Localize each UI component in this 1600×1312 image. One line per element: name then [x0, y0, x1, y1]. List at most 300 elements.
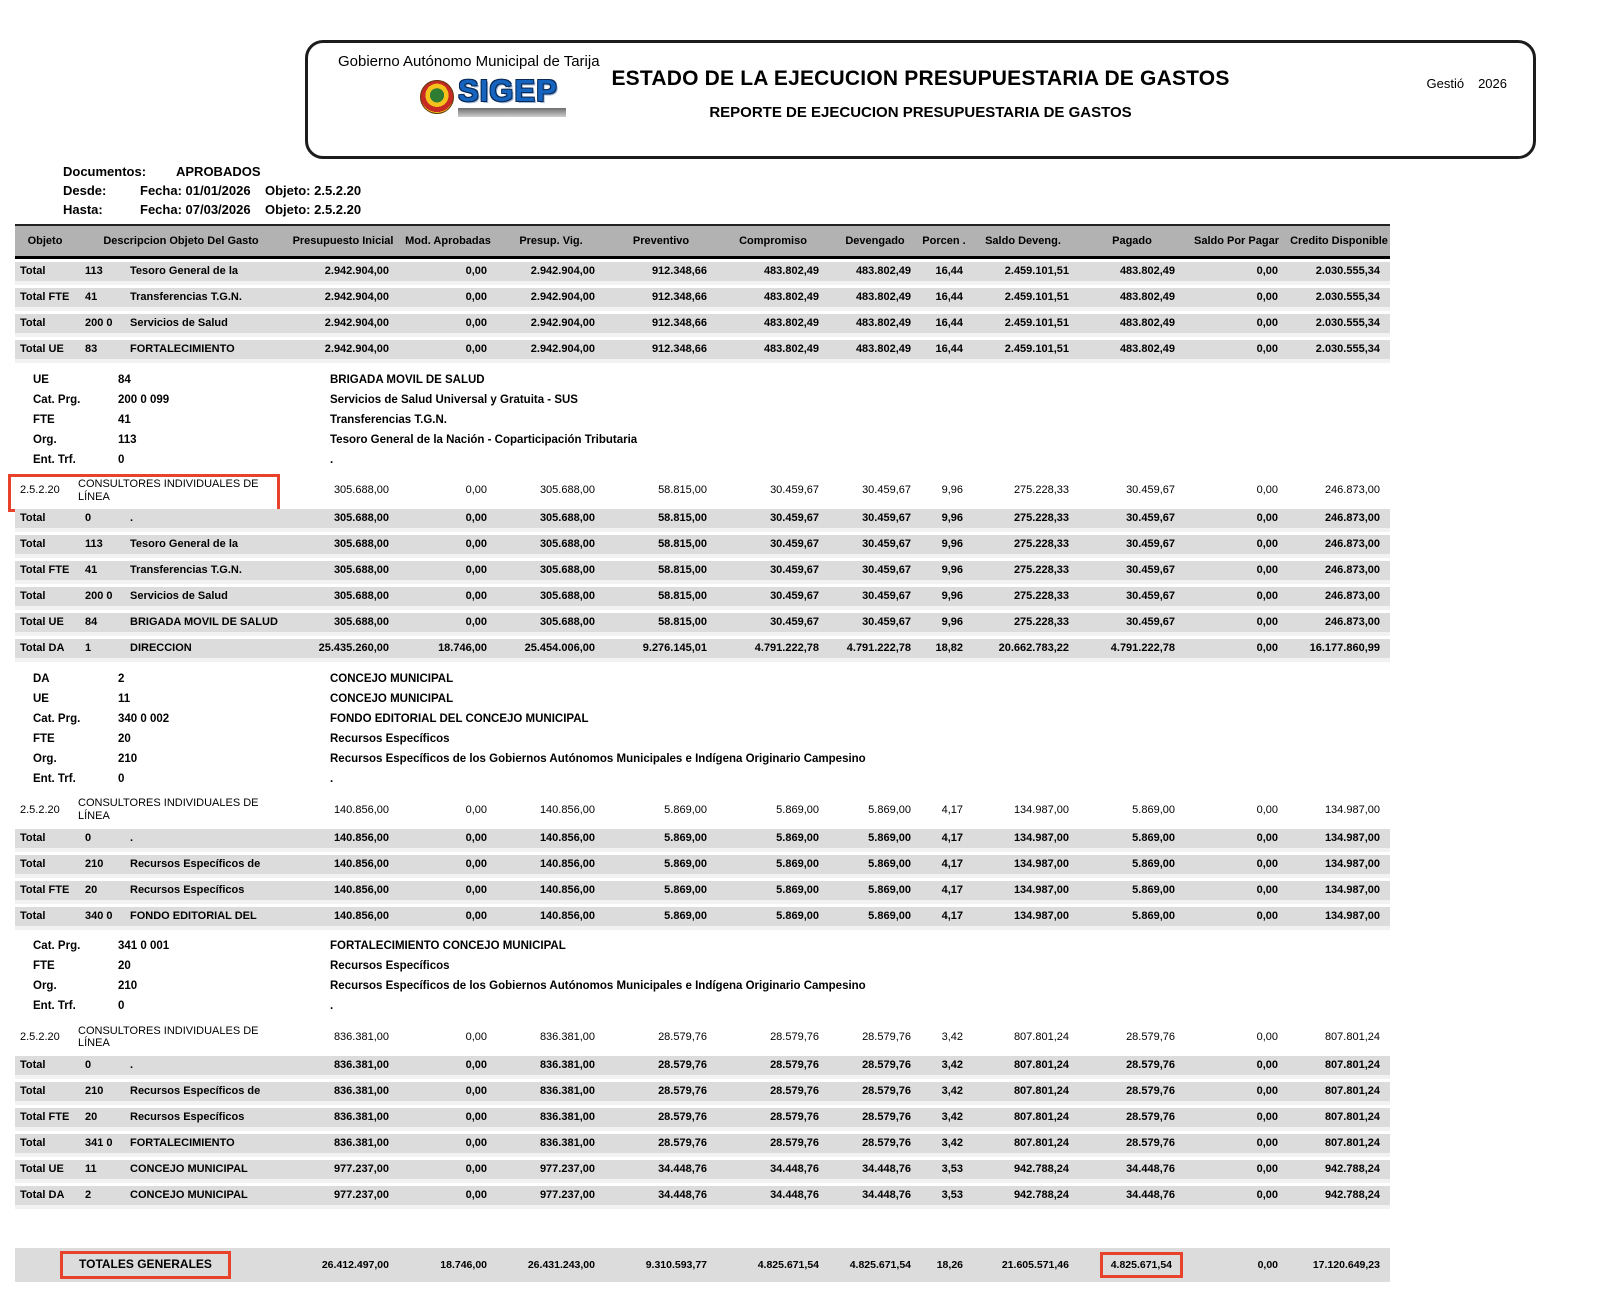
- row-desc: DIRECCION: [130, 642, 192, 655]
- cell-presupuesto_inicial: 140.856,00: [333, 909, 389, 922]
- desde-objeto: Objeto: 2.5.2.20: [265, 183, 362, 198]
- cell-compromiso: 34.448,76: [770, 1163, 819, 1176]
- cell-credito_disponible: 246.873,00: [1324, 616, 1380, 629]
- cell-mod_aprobadas: 0,00: [465, 512, 487, 525]
- info-desc: FONDO EDITORIAL DEL CONCEJO MUNICIPAL: [330, 712, 589, 725]
- row-desc: Recursos Específicos: [130, 883, 245, 896]
- cell-devengado: 5.869,00: [868, 883, 911, 896]
- filter-documentos: [63, 162, 361, 181]
- cell-devengado: 28.579,76: [862, 1059, 911, 1072]
- cell-devengado: 483.802,49: [855, 317, 911, 330]
- cell-presupuesto_inicial: 977.237,00: [333, 1189, 389, 1202]
- total-row: [15, 561, 1390, 580]
- row-objeto: Total: [20, 590, 46, 603]
- cell-mod_aprobadas: 0,00: [465, 857, 487, 870]
- info-code: 200 0 099: [118, 393, 170, 406]
- cell-preventivo: 5.869,00: [664, 883, 707, 896]
- cell-devengado: 483.802,49: [855, 291, 911, 304]
- cell-porcen: 3,42: [941, 1059, 963, 1072]
- cell-pagado: 30.459,67: [1126, 564, 1175, 577]
- gestion-year: [1427, 76, 1508, 91]
- row-code: 84: [85, 616, 98, 629]
- cell-presupuesto_inicial: 836.381,00: [333, 1030, 389, 1043]
- cell-devengado: 28.579,76: [862, 1085, 911, 1098]
- row-desc: Transferencias T.G.N.: [130, 564, 242, 577]
- row-desc: CONCEJO MUNICIPAL: [130, 1189, 248, 1202]
- cell-compromiso: 5.869,00: [776, 909, 819, 922]
- cell-preventivo: 9.276.145,01: [642, 642, 707, 655]
- cell-porcen: 4,17: [941, 831, 963, 844]
- row-code: 340 0: [85, 909, 113, 922]
- cell-credito_disponible: 807.801,24: [1324, 1030, 1380, 1043]
- row-desc: Tesoro General de la: [130, 538, 239, 551]
- cell-compromiso: 28.579,76: [770, 1137, 819, 1150]
- row-objeto: Total FTE: [20, 883, 70, 896]
- row-objeto: Total: [20, 512, 46, 525]
- info-code: 84: [118, 373, 131, 386]
- cell-credito_disponible: 2.030.555,34: [1315, 265, 1380, 278]
- cell-mod_aprobadas: 0,00: [465, 1059, 487, 1072]
- total-row: [15, 1082, 1390, 1101]
- total-row: [15, 587, 1390, 606]
- cell-saldo_por_pagar: 0,00: [1256, 909, 1278, 922]
- cell-credito_disponible: 134.987,00: [1324, 909, 1380, 922]
- cell-pagado: 483.802,49: [1119, 343, 1175, 356]
- cell-credito_disponible: 807.801,24: [1324, 1085, 1380, 1098]
- info-label: Org.: [33, 980, 57, 993]
- row-desc: Tesoro General de la: [130, 265, 239, 278]
- row-objeto: Total: [20, 831, 46, 844]
- total-row: [15, 1056, 1390, 1075]
- cell-preventivo: 5.869,00: [664, 803, 707, 816]
- report-title: ESTADO DE LA EJECUCION PRESUPUESTARIA DE GASTOS: [611, 67, 1230, 90]
- cell-presupuesto_inicial: 140.856,00: [333, 803, 389, 816]
- footer-pagado-highlight: 4.825.671,54: [1100, 1252, 1183, 1278]
- cell-saldo_deveng: 2.459.101,51: [1004, 265, 1069, 278]
- info-row: [15, 689, 1390, 709]
- row-desc: Transferencias T.G.N.: [130, 291, 242, 304]
- info-desc: Recursos Específicos de los Gobiernos Autónomos Municipales e Indígena Originario Campesino: [330, 752, 866, 765]
- cell-credito_disponible: 246.873,00: [1324, 590, 1380, 603]
- cell-credito_disponible: 942.788,24: [1324, 1189, 1380, 1202]
- cell-saldo_deveng: 275.228,33: [1013, 564, 1069, 577]
- cell-pagado: 30.459,67: [1126, 538, 1175, 551]
- cell-presupuesto_inicial: 2.942.904,00: [324, 317, 389, 330]
- footer-compromiso: 4.825.671,54: [757, 1258, 819, 1271]
- cell-preventivo: 28.579,76: [658, 1137, 707, 1150]
- cell-credito_disponible: 807.801,24: [1324, 1059, 1380, 1072]
- info-desc: BRIGADA MOVIL DE SALUD: [330, 373, 485, 386]
- info-code: 41: [118, 413, 131, 426]
- info-desc: .: [330, 453, 334, 466]
- info-label: Cat. Prg.: [33, 712, 81, 725]
- row-code: 41: [85, 564, 98, 577]
- cell-mod_aprobadas: 0,00: [465, 317, 487, 330]
- total-row: [15, 829, 1390, 848]
- info-label: Ent. Trf.: [33, 772, 76, 785]
- cell-presup_vig: 2.942.904,00: [530, 317, 595, 330]
- cell-presupuesto_inicial: 305.688,00: [333, 590, 389, 603]
- cell-presup_vig: 836.381,00: [539, 1085, 595, 1098]
- cell-saldo_deveng: 807.801,24: [1013, 1111, 1069, 1124]
- totales-generales-row: [15, 1248, 1390, 1282]
- cell-mod_aprobadas: 0,00: [465, 909, 487, 922]
- cell-mod_aprobadas: 0,00: [465, 1111, 487, 1124]
- info-code: 113: [118, 433, 137, 446]
- row-desc: CONSULTORES INDIVIDUALES DE LÍNEA: [78, 478, 259, 503]
- cell-mod_aprobadas: 0,00: [465, 291, 487, 304]
- info-row: [15, 370, 1390, 390]
- cell-preventivo: 5.869,00: [664, 857, 707, 870]
- cell-preventivo: 58.815,00: [658, 538, 707, 551]
- total-row: [15, 340, 1390, 359]
- cell-devengado: 30.459,67: [862, 564, 911, 577]
- cell-compromiso: 34.448,76: [770, 1189, 819, 1202]
- total-row: [15, 288, 1390, 307]
- cell-mod_aprobadas: 0,00: [465, 265, 487, 278]
- info-code: 0: [118, 1000, 125, 1013]
- total-row: [15, 535, 1390, 554]
- cell-saldo_por_pagar: 0,00: [1256, 831, 1278, 844]
- cell-compromiso: 30.459,67: [770, 616, 819, 629]
- info-label: Org.: [33, 752, 57, 765]
- cell-presup_vig: 305.688,00: [539, 484, 595, 497]
- cell-saldo_deveng: 134.987,00: [1013, 803, 1069, 816]
- column-header-saldo_deveng: Saldo Deveng.: [985, 234, 1061, 247]
- cell-presup_vig: 140.856,00: [539, 883, 595, 896]
- cell-preventivo: 58.815,00: [658, 616, 707, 629]
- cell-credito_disponible: 807.801,24: [1324, 1137, 1380, 1150]
- row-objeto: Total UE: [20, 1163, 64, 1176]
- row-desc: CONSULTORES INDIVIDUALES DE LÍNEA: [78, 1024, 259, 1050]
- cell-saldo_por_pagar: 0,00: [1256, 616, 1278, 629]
- cell-devengado: 30.459,67: [862, 590, 911, 603]
- cell-preventivo: 58.815,00: [658, 484, 707, 497]
- cell-saldo_por_pagar: 0,00: [1256, 484, 1278, 497]
- cell-saldo_por_pagar: 0,00: [1256, 590, 1278, 603]
- info-code: 20: [118, 960, 131, 973]
- row-objeto: Total: [20, 265, 46, 278]
- cell-preventivo: 5.869,00: [664, 909, 707, 922]
- total-row: [15, 1108, 1390, 1127]
- cell-porcen: 16,44: [935, 265, 963, 278]
- total-row: [15, 881, 1390, 900]
- info-code: 210: [118, 752, 138, 765]
- cell-devengado: 28.579,76: [862, 1030, 911, 1043]
- total-row: [15, 907, 1390, 926]
- cell-presup_vig: 305.688,00: [539, 564, 595, 577]
- info-code: 340 0 002: [118, 712, 170, 725]
- info-label: Ent. Trf.: [33, 453, 76, 466]
- column-header-pagado: Pagado: [1112, 234, 1152, 247]
- cell-saldo_por_pagar: 0,00: [1256, 1163, 1278, 1176]
- cell-preventivo: 28.579,76: [658, 1030, 707, 1043]
- info-row: [15, 410, 1390, 430]
- cell-porcen: 9,96: [941, 512, 963, 525]
- info-row: [15, 450, 1390, 470]
- cell-saldo_deveng: 942.788,24: [1013, 1189, 1069, 1202]
- cell-devengado: 30.459,67: [862, 538, 911, 551]
- cell-saldo_deveng: 20.662.783,22: [998, 642, 1069, 655]
- cell-saldo_por_pagar: 0,00: [1256, 1085, 1278, 1098]
- cell-pagado: 483.802,49: [1119, 265, 1175, 278]
- gestion-label: Gestió: [1426, 76, 1465, 91]
- cell-preventivo: 58.815,00: [658, 512, 707, 525]
- cell-compromiso: 30.459,67: [770, 538, 819, 551]
- report-header-box: [305, 40, 1536, 159]
- cell-mod_aprobadas: 0,00: [465, 616, 487, 629]
- cell-preventivo: 912.348,66: [651, 265, 707, 278]
- info-code: 210: [118, 980, 138, 993]
- cell-presupuesto_inicial: 305.688,00: [333, 538, 389, 551]
- info-row: [15, 769, 1390, 789]
- info-label: FTE: [33, 732, 55, 745]
- cell-saldo_deveng: 134.987,00: [1013, 909, 1069, 922]
- info-desc: .: [330, 1000, 334, 1013]
- cell-preventivo: 5.869,00: [664, 831, 707, 844]
- info-row: [15, 937, 1390, 957]
- cell-devengado: 30.459,67: [862, 616, 911, 629]
- cell-credito_disponible: 246.873,00: [1324, 484, 1380, 497]
- cell-saldo_deveng: 275.228,33: [1013, 590, 1069, 603]
- cell-mod_aprobadas: 18.746,00: [438, 642, 487, 655]
- cell-presup_vig: 305.688,00: [539, 590, 595, 603]
- hasta-objeto: Objeto: 2.5.2.20: [265, 202, 362, 217]
- cell-credito_disponible: 246.873,00: [1324, 512, 1380, 525]
- footer-saldo_por_pagar: 0,00: [1257, 1258, 1278, 1271]
- column-header-objeto: Objeto: [27, 234, 63, 247]
- cell-porcen: 16,44: [935, 343, 963, 356]
- cell-porcen: 3,42: [941, 1085, 963, 1098]
- cell-saldo_por_pagar: 0,00: [1256, 1059, 1278, 1072]
- cell-presup_vig: 140.856,00: [539, 857, 595, 870]
- cell-saldo_deveng: 2.459.101,51: [1004, 291, 1069, 304]
- totales-generales-section: [15, 1248, 1390, 1282]
- cell-compromiso: 28.579,76: [770, 1030, 819, 1043]
- detail-row: [15, 796, 1390, 824]
- cell-preventivo: 912.348,66: [651, 343, 707, 356]
- cell-credito_disponible: 16.177.860,99: [1309, 642, 1380, 655]
- info-row: [15, 749, 1390, 769]
- cell-credito_disponible: 807.801,24: [1324, 1111, 1380, 1124]
- cell-presupuesto_inicial: 977.237,00: [333, 1163, 389, 1176]
- info-row: [15, 729, 1390, 749]
- total-row: [15, 314, 1390, 333]
- cell-preventivo: 912.348,66: [651, 317, 707, 330]
- row-objeto: Total: [20, 317, 46, 330]
- documentos-value: APROBADOS: [176, 164, 261, 179]
- cell-pagado: 483.802,49: [1119, 291, 1175, 304]
- desde-label: Desde:: [63, 183, 107, 198]
- report-subtitle: REPORTE DE EJECUCION PRESUPUESTARIA DE GASTOS: [709, 104, 1132, 121]
- footer-credito_disponible: 17.120.649,23: [1312, 1258, 1380, 1271]
- cell-porcen: 9,96: [941, 484, 963, 497]
- cell-pagado: 30.459,67: [1126, 590, 1175, 603]
- cell-porcen: 16,44: [935, 291, 963, 304]
- row-desc: Servicios de Salud: [130, 317, 228, 330]
- footer-preventivo: 9.310.593,77: [645, 1258, 707, 1271]
- cell-saldo_por_pagar: 0,00: [1256, 883, 1278, 896]
- row-desc: .: [130, 512, 134, 525]
- cell-presup_vig: 140.856,00: [539, 831, 595, 844]
- total-row: [15, 855, 1390, 874]
- gestion-value: 2026: [1478, 76, 1507, 91]
- cell-pagado: 28.579,76: [1126, 1030, 1175, 1043]
- footer-mod_aprobadas: 18.746,00: [440, 1258, 487, 1271]
- cell-presup_vig: 836.381,00: [539, 1059, 595, 1072]
- info-row: [15, 430, 1390, 450]
- total-row: [15, 262, 1390, 281]
- info-code: 20: [118, 732, 131, 745]
- total-row: [15, 509, 1390, 528]
- total-row: [15, 1186, 1390, 1205]
- row-code: 1: [85, 642, 92, 655]
- footer-saldo_deveng: 21.605.571,46: [1001, 1258, 1069, 1271]
- report-filters: [63, 162, 361, 219]
- cell-saldo_deveng: 807.801,24: [1013, 1085, 1069, 1098]
- column-header-compromiso: Compromiso: [739, 234, 807, 247]
- section-info-block: [15, 370, 1390, 470]
- cell-credito_disponible: 2.030.555,34: [1315, 291, 1380, 304]
- row-objeto: Total FTE: [20, 291, 70, 304]
- cell-presupuesto_inicial: 836.381,00: [333, 1085, 389, 1098]
- cell-pagado: 34.448,76: [1126, 1163, 1175, 1176]
- cell-credito_disponible: 246.873,00: [1324, 564, 1380, 577]
- info-row: [15, 957, 1390, 977]
- cell-credito_disponible: 134.987,00: [1324, 857, 1380, 870]
- row-objeto: Total: [20, 538, 46, 551]
- info-code: 0: [118, 772, 125, 785]
- cell-compromiso: 30.459,67: [770, 564, 819, 577]
- cell-presupuesto_inicial: 140.856,00: [333, 831, 389, 844]
- table-body: [15, 262, 1390, 1205]
- row-desc: BRIGADA MOVIL DE SALUD: [130, 616, 278, 629]
- info-desc: .: [330, 772, 334, 785]
- cell-porcen: 4,17: [941, 909, 963, 922]
- cell-compromiso: 28.579,76: [770, 1111, 819, 1124]
- budget-execution-table: [15, 224, 1390, 1212]
- info-code: 2: [118, 672, 125, 685]
- cell-pagado: 5.869,00: [1132, 803, 1175, 816]
- row-code: 113: [85, 265, 103, 278]
- row-objeto: 2.5.2.20: [20, 1030, 60, 1043]
- info-code: 0: [118, 453, 125, 466]
- cell-presupuesto_inicial: 2.942.904,00: [324, 265, 389, 278]
- row-objeto: Total DA: [20, 642, 65, 655]
- cell-saldo_por_pagar: 0,00: [1256, 317, 1278, 330]
- cell-pagado: 28.579,76: [1126, 1111, 1175, 1124]
- cell-presup_vig: 2.942.904,00: [530, 265, 595, 278]
- cell-presupuesto_inicial: 2.942.904,00: [324, 291, 389, 304]
- cell-saldo_por_pagar: 0,00: [1256, 642, 1278, 655]
- cell-porcen: 3,42: [941, 1030, 963, 1043]
- cell-presup_vig: 305.688,00: [539, 616, 595, 629]
- cell-porcen: 3,53: [941, 1163, 963, 1176]
- info-desc: Transferencias T.G.N.: [330, 413, 447, 426]
- cell-presupuesto_inicial: 305.688,00: [333, 564, 389, 577]
- cell-mod_aprobadas: 0,00: [465, 1189, 487, 1202]
- cell-devengado: 5.869,00: [868, 909, 911, 922]
- cell-pagado: 5.869,00: [1132, 831, 1175, 844]
- row-desc: Recursos Específicos: [130, 1111, 245, 1124]
- cell-porcen: 16,44: [935, 317, 963, 330]
- cell-pagado: 5.869,00: [1132, 909, 1175, 922]
- row-code: 200 0: [85, 317, 113, 330]
- info-desc: CONCEJO MUNICIPAL: [330, 672, 454, 685]
- cell-saldo_por_pagar: 0,00: [1256, 291, 1278, 304]
- row-desc: Servicios de Salud: [130, 590, 228, 603]
- column-header-descripcion: Descripcion Objeto Del Gasto: [103, 234, 259, 247]
- desde-fecha: Fecha: 01/01/2026: [140, 183, 251, 198]
- row-desc: CONCEJO MUNICIPAL: [130, 1163, 248, 1176]
- cell-preventivo: 58.815,00: [658, 564, 707, 577]
- row-desc: .: [130, 831, 134, 844]
- row-objeto: Total: [20, 1137, 46, 1150]
- cell-pagado: 34.448,76: [1126, 1189, 1175, 1202]
- row-desc: .: [130, 1059, 134, 1072]
- info-label: DA: [33, 672, 50, 685]
- filter-hasta: [63, 200, 361, 219]
- total-row: [15, 639, 1390, 658]
- cell-presup_vig: 140.856,00: [539, 909, 595, 922]
- row-objeto: Total: [20, 1059, 46, 1072]
- row-objeto: 2.5.2.20: [20, 803, 60, 816]
- cell-presupuesto_inicial: 140.856,00: [333, 857, 389, 870]
- cell-saldo_deveng: 2.459.101,51: [1004, 343, 1069, 356]
- cell-presup_vig: 836.381,00: [539, 1111, 595, 1124]
- cell-pagado: 30.459,67: [1126, 512, 1175, 525]
- row-objeto: Total FTE: [20, 564, 70, 577]
- cell-saldo_por_pagar: 0,00: [1256, 1030, 1278, 1043]
- row-code: 210: [85, 1085, 104, 1098]
- footer-presup_vig: 26.431.243,00: [527, 1258, 595, 1271]
- cell-mod_aprobadas: 0,00: [465, 1163, 487, 1176]
- section-info-block: [15, 669, 1390, 789]
- cell-compromiso: 5.869,00: [776, 883, 819, 896]
- info-desc: Recursos Específicos de los Gobiernos Autónomos Municipales e Indígena Originario Campesino: [330, 980, 866, 993]
- row-objeto: Total: [20, 857, 46, 870]
- cell-porcen: 3,42: [941, 1111, 963, 1124]
- cell-presup_vig: 25.454.006,00: [524, 642, 595, 655]
- column-header-credito_disponible: Credito Disponible: [1290, 234, 1388, 247]
- cell-presup_vig: 2.942.904,00: [530, 291, 595, 304]
- cell-preventivo: 912.348,66: [651, 291, 707, 304]
- cell-pagado: 28.579,76: [1126, 1059, 1175, 1072]
- cell-saldo_por_pagar: 0,00: [1256, 857, 1278, 870]
- cell-preventivo: 28.579,76: [658, 1059, 707, 1072]
- cell-compromiso: 483.802,49: [763, 291, 819, 304]
- table-header-row: [15, 224, 1390, 259]
- cell-preventivo: 34.448,76: [658, 1163, 707, 1176]
- cell-presupuesto_inicial: 305.688,00: [333, 484, 389, 497]
- cell-compromiso: 483.802,49: [763, 343, 819, 356]
- row-code: 2: [85, 1189, 92, 1202]
- cell-porcen: 3,53: [941, 1189, 963, 1202]
- total-row: [15, 613, 1390, 632]
- cell-devengado: 5.869,00: [868, 803, 911, 816]
- row-objeto: Total DA: [20, 1189, 65, 1202]
- cell-compromiso: 30.459,67: [770, 484, 819, 497]
- cell-mod_aprobadas: 0,00: [465, 1137, 487, 1150]
- cell-pagado: 30.459,67: [1126, 484, 1175, 497]
- cell-compromiso: 483.802,49: [763, 265, 819, 278]
- footer-presupuesto_inicial: 26.412.497,00: [321, 1258, 389, 1271]
- cell-mod_aprobadas: 0,00: [465, 1085, 487, 1098]
- cell-compromiso: 483.802,49: [763, 317, 819, 330]
- cell-saldo_deveng: 275.228,33: [1013, 512, 1069, 525]
- cell-porcen: 9,96: [941, 616, 963, 629]
- row-desc: Recursos Específicos de: [130, 857, 261, 870]
